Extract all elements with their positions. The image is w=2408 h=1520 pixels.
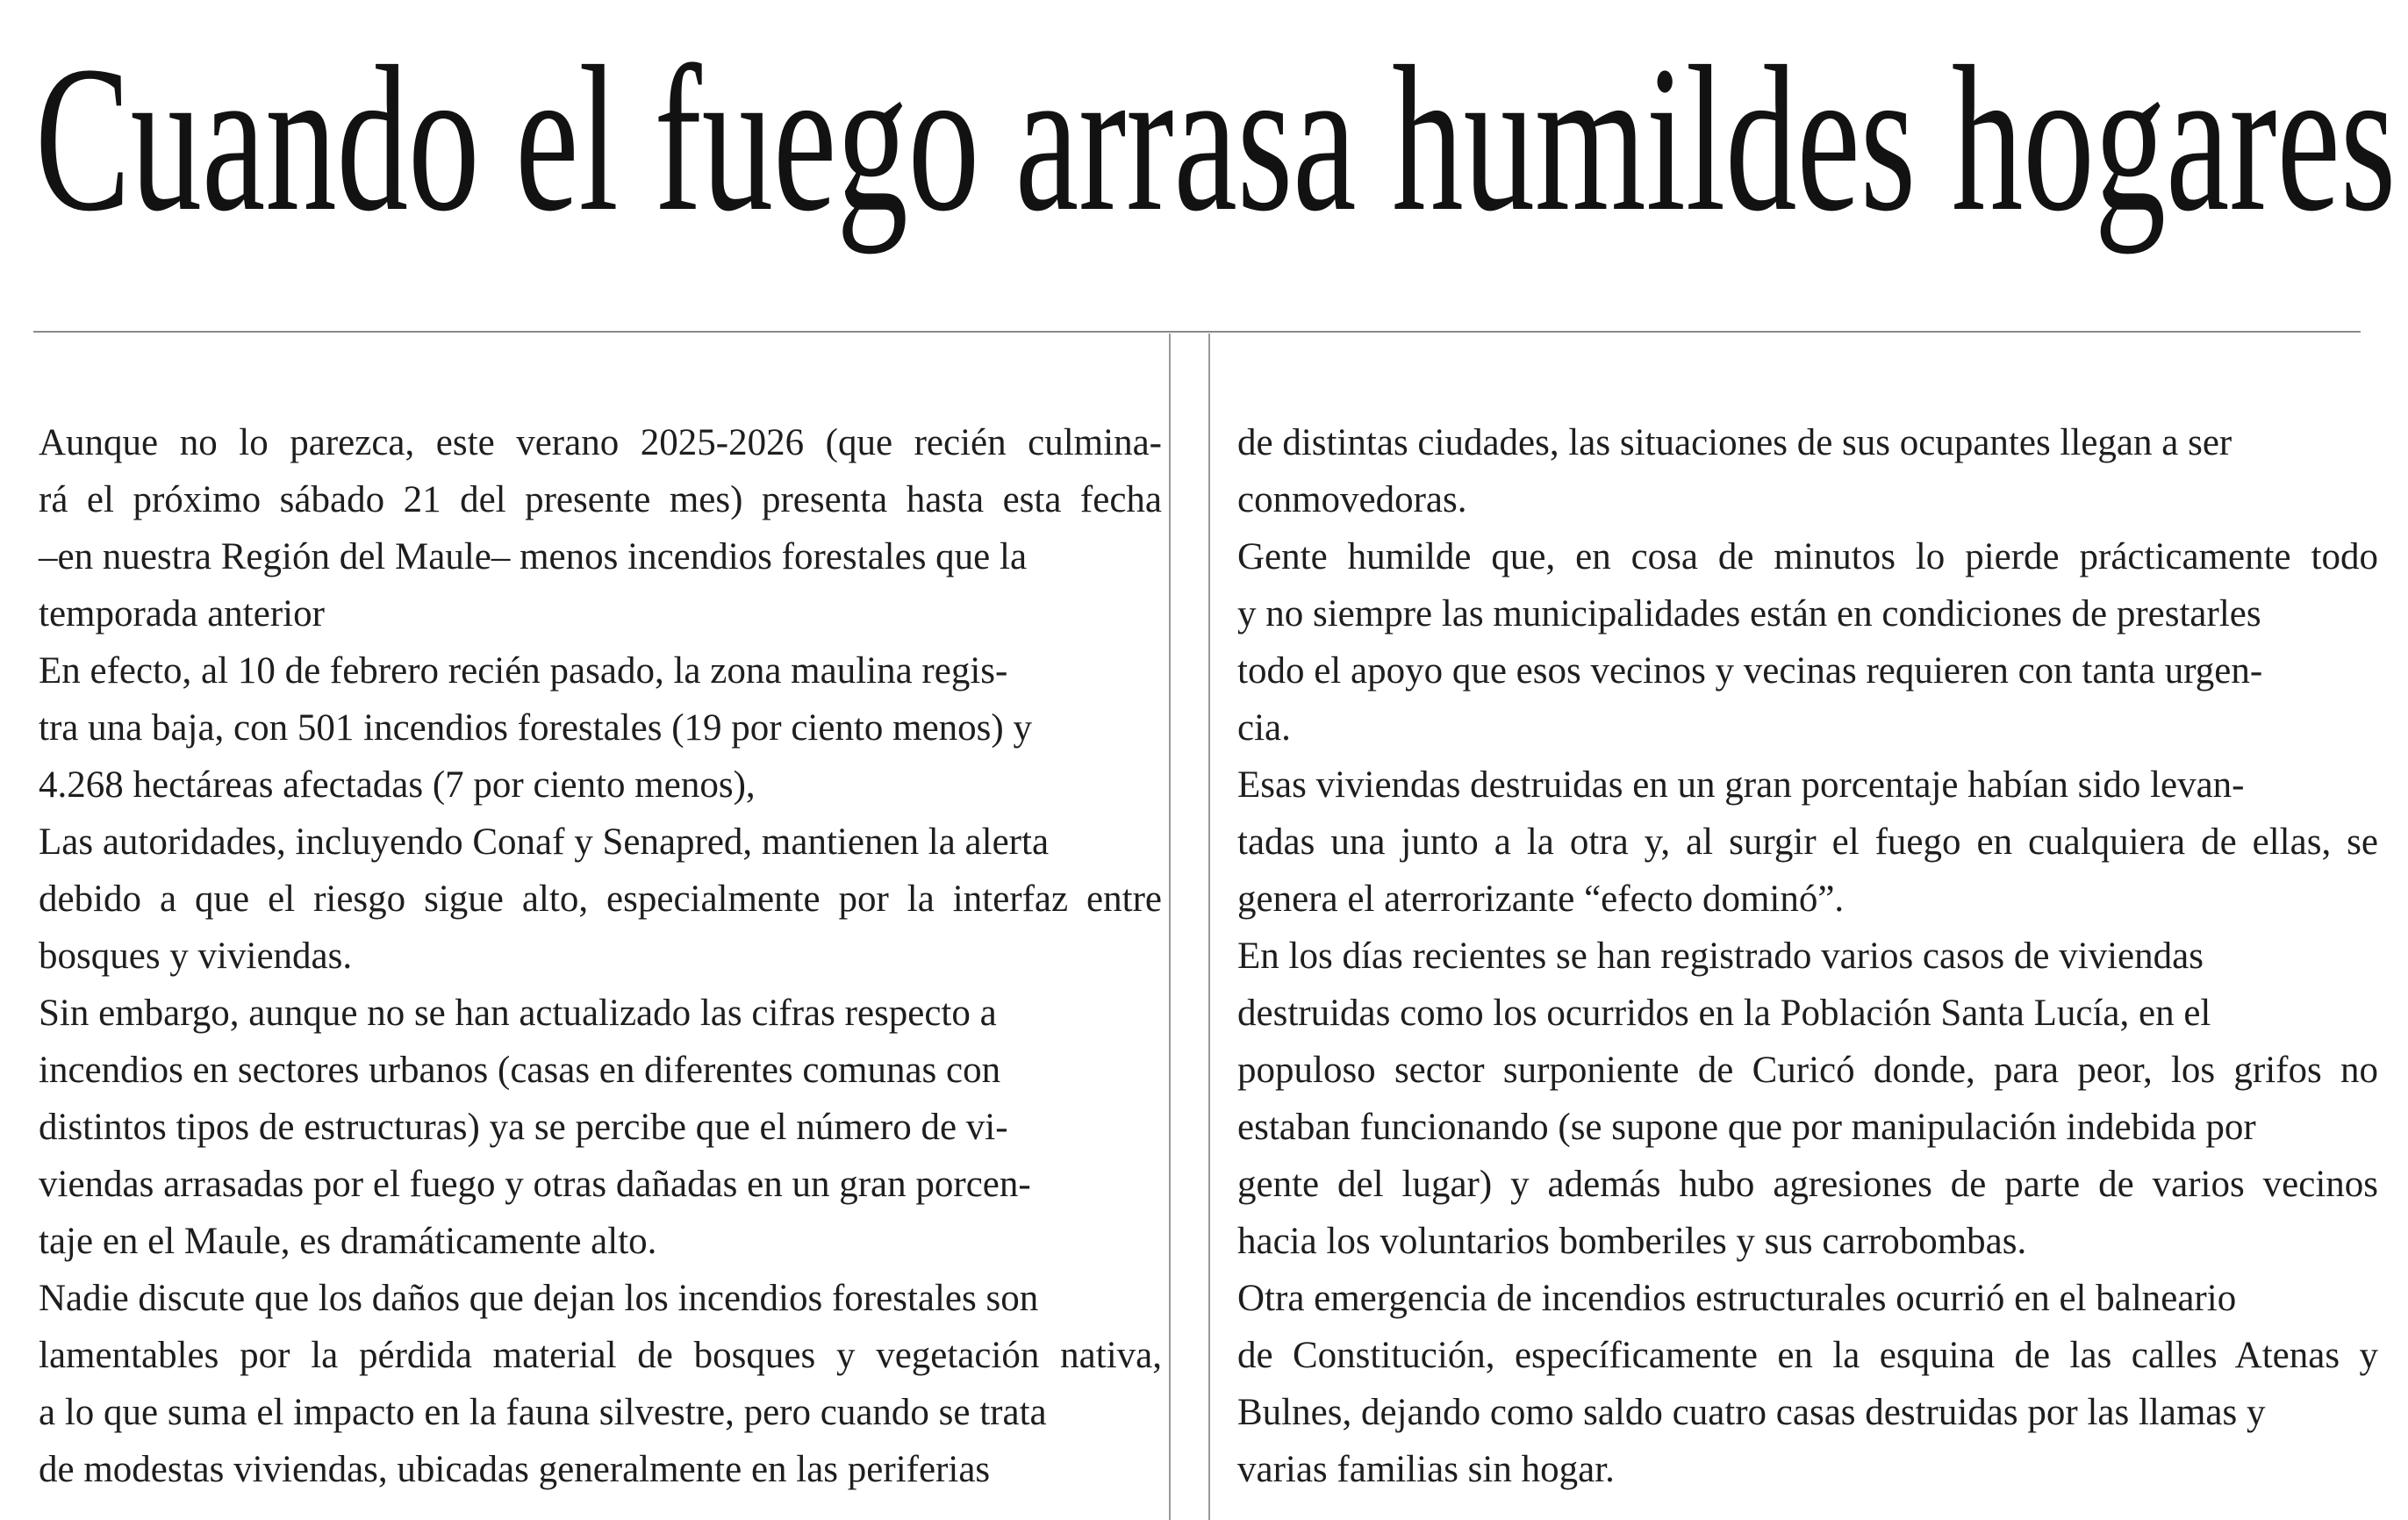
- text-line: Aunque no lo parezca, este verano 2025-2026 (que recién culmina-: [39, 422, 1162, 463]
- text-line: viendas arrasadas por el fuego y otras dañadas en un gran porcen-: [39, 1164, 1031, 1205]
- text-line: 4.268 hectáreas afectadas (7 por ciento menos),: [39, 764, 756, 806]
- text-line: En efecto, al 10 de febrero recién pasado, la zona maulina regis-: [39, 650, 1008, 692]
- text-line: rá el próximo sábado 21 del presente mes) presenta hasta esta fecha: [39, 479, 1162, 520]
- text-line: tadas una junto a la otra y, al surgir el fuego en cualquiera de ellas, se: [1237, 821, 2378, 863]
- text-line: varias familias sin hogar.: [1237, 1449, 1615, 1490]
- text-line: gente del lugar) y además hubo agresiones de parte de varios vecinos: [1237, 1164, 2378, 1205]
- text-line: tra una baja, con 501 incendios forestales (19 por ciento menos) y: [39, 707, 1032, 749]
- headline-text: Cuando el fuego arrasa humildes hogares: [35, 24, 2397, 255]
- text-line: populoso sector surponiente de Curicó donde, para peor, los grifos no: [1237, 1050, 2378, 1091]
- left-column: [39, 414, 1162, 1498]
- text-line: todo el apoyo que esos vecinos y vecinas requieren con tanta urgen-: [1237, 650, 2263, 692]
- text-line: incendios en sectores urbanos (casas en diferentes comunas con: [39, 1050, 1001, 1091]
- article-headline: [35, 24, 2397, 255]
- text-line: destruidas como los ocurridos en la Población Santa Lucía, en el: [1237, 993, 2211, 1034]
- text-line: Gente humilde que, en cosa de minutos lo pierde prácticamente todo: [1237, 536, 2378, 577]
- text-line: genera el aterrorizante “efecto dominó”.: [1237, 878, 1845, 920]
- text-line: hacia los voluntarios bomberiles y sus carrobombas.: [1237, 1221, 2027, 1262]
- text-line: de distintas ciudades, las situaciones de sus ocupantes llegan a ser: [1237, 422, 2232, 463]
- text-line: Esas viviendas destruidas en un gran porcentaje habían sido levan-: [1237, 764, 2245, 806]
- text-line: de Constitución, específicamente en la esquina de las calles Atenas y: [1237, 1335, 2378, 1376]
- column-divider-right: [1208, 333, 1210, 1520]
- text-line: y no siempre las municipalidades están en condiciones de prestarles: [1237, 593, 2261, 635]
- text-line: cia.: [1237, 707, 1291, 749]
- text-line: bosques y viviendas.: [39, 936, 353, 977]
- text-line: Sin embargo, aunque no se han actualizado las cifras respecto a: [39, 993, 997, 1034]
- text-line: conmovedoras.: [1237, 479, 1467, 520]
- text-line: Las autoridades, incluyendo Conaf y Senapred, mantienen la alerta: [39, 821, 1050, 863]
- column-divider-left: [1169, 333, 1171, 1520]
- text-line: temporada anterior: [39, 593, 325, 635]
- text-line: En los días recientes se han registrado varios casos de viviendas: [1237, 936, 2204, 977]
- text-line: de modestas viviendas, ubicadas generalmente en las periferias: [39, 1449, 991, 1490]
- text-line: Otra emergencia de incendios estructurales ocurrió en el balneario: [1237, 1278, 2237, 1319]
- text-line: taje en el Maule, es dramáticamente alto.: [39, 1221, 657, 1262]
- text-line: –en nuestra Región del Maule– menos incendios forestales que la: [39, 536, 1028, 577]
- text-line: lamentables por la pérdida material de bosques y vegetación nativa,: [39, 1335, 1162, 1376]
- text-line: Nadie discute que los daños que dejan los incendios forestales son: [39, 1278, 1039, 1319]
- header-rule: [33, 331, 2361, 333]
- text-line: a lo que suma el impacto en la fauna silvestre, pero cuando se trata: [39, 1392, 1047, 1433]
- text-line: estaban funcionando (se supone que por manipulación indebida por: [1237, 1107, 2256, 1148]
- text-line: Bulnes, dejando como saldo cuatro casas destruidas por las llamas y: [1237, 1392, 2266, 1433]
- right-column: [1237, 414, 2378, 1498]
- text-line: debido a que el riesgo sigue alto, especialmente por la interfaz entre: [39, 878, 1162, 920]
- text-line: distintos tipos de estructuras) ya se percibe que el número de vi-: [39, 1107, 1008, 1148]
